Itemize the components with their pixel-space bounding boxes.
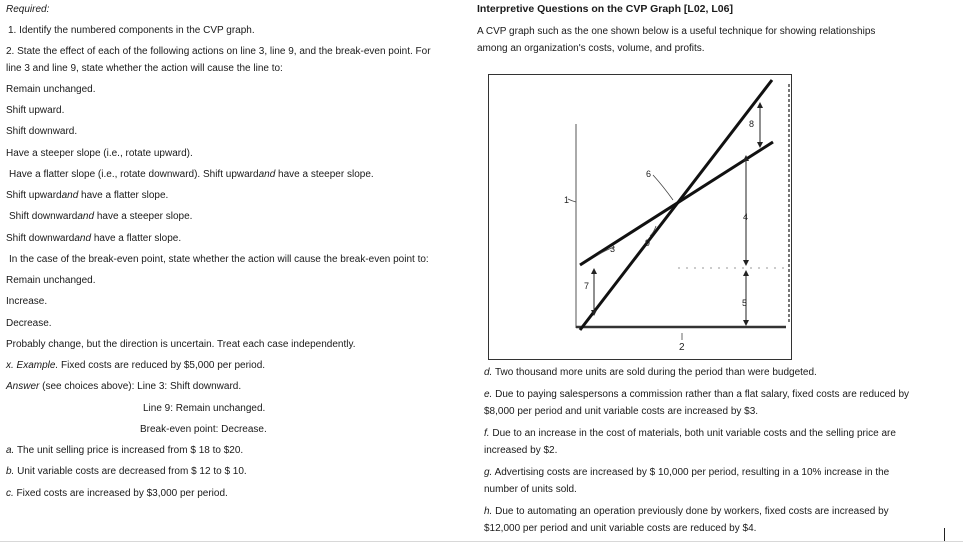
bep-remain-unchanged: Remain unchanged.: [6, 275, 96, 286]
text-cursor: [944, 528, 945, 541]
label-8: 8: [749, 119, 755, 129]
item-a: [6, 444, 243, 457]
bep-decrease: Decrease.: [6, 318, 52, 329]
bep-increase: Increase.: [6, 296, 48, 307]
option-shift-upward: Shift upward.: [6, 105, 65, 116]
item-text: Unit variable costs are decreased from $ 12 to $ 10.: [14, 466, 247, 477]
question-1: 1. Identify the numbered components in the CVP graph.: [8, 25, 255, 36]
item-g-line2: number of units sold.: [484, 484, 577, 495]
label-2: 2: [679, 342, 685, 353]
option-down-steeper: [9, 210, 192, 223]
option-steeper-slope: Have a steeper slope (i.e., rotate upward).: [6, 148, 193, 159]
label-1: 1: [564, 195, 570, 205]
cvp-graph: [488, 74, 792, 360]
answer-bep: Break-even point: Decrease.: [140, 424, 267, 435]
item-f-line1: [484, 427, 896, 440]
item-text: Two thousand more units are sold during the period than were budgeted.: [492, 367, 817, 378]
item-label: g.: [484, 467, 493, 478]
label-7: 7: [584, 281, 590, 291]
example-line: [6, 359, 265, 372]
item-d: [484, 366, 817, 379]
intro-line2: among an organization's costs, volume, and profits.: [477, 43, 705, 54]
answer-line: [6, 380, 241, 393]
option-text: Shift downward: [9, 211, 78, 222]
item-text: Advertising costs are increased by $ 10,000 per period, resulting in a 10% increase in the: [492, 467, 890, 478]
example-label: x. Example.: [6, 360, 59, 371]
item-label: f.: [484, 428, 490, 439]
option-text: Shift upward: [6, 190, 62, 201]
label-9: 9: [645, 238, 651, 248]
item-label: h.: [484, 506, 493, 517]
option-shift-downward: Shift downward.: [6, 126, 78, 137]
option-text: have a flatter slope.: [78, 190, 169, 201]
item-text: Fixed costs are increased by $3,000 per period.: [13, 488, 228, 499]
option-text: have a flatter slope.: [91, 233, 182, 244]
answer-label: Answer: [6, 381, 40, 392]
question-2-line1: 2. State the effect of each of the following actions on line 3, line 9, and the break-even point. For: [6, 46, 431, 57]
required-label: Required:: [6, 4, 50, 15]
option-remain-unchanged: Remain unchanged.: [6, 84, 96, 95]
label-5: 5: [742, 298, 748, 308]
option-flatter-up-steeper: [9, 168, 374, 181]
item-text: The unit selling price is increased from $ 18 to $20.: [14, 445, 244, 456]
item-g-line1: [484, 466, 889, 479]
item-e-line2: $8,000 per period and unit variable costs are increased by $3.: [484, 406, 759, 417]
option-text: have a steeper slope.: [94, 211, 193, 222]
item-b: [6, 465, 247, 478]
and-text: and: [61, 190, 79, 201]
item-label: e.: [484, 389, 493, 400]
item-label: c.: [6, 488, 14, 499]
item-label: d.: [484, 367, 493, 378]
answer-line9: Line 9: Remain unchanged.: [143, 403, 266, 414]
item-e-line1: [484, 388, 909, 401]
question-2-line2: line 3 and line 9, state whether the action will cause the line to:: [6, 63, 283, 74]
label-4: 4: [743, 212, 749, 222]
example-text: Fixed costs are reduced by $5,000 per period.: [58, 360, 266, 371]
bep-intro: In the case of the break-even point, state whether the action will cause the break-even point to:: [9, 254, 429, 265]
item-label: b.: [6, 466, 15, 477]
item-c: [6, 487, 228, 500]
item-text: Due to automating an operation previously done by workers, fixed costs are increased by: [492, 506, 889, 517]
item-text: Due to an increase in the cost of materials, both unit variable costs and the selling price are: [489, 428, 896, 439]
option-text: Have a flatter slope (i.e., rotate downward). Shift upward: [9, 169, 259, 180]
answer-text: (see choices above): Line 3: Shift downward.: [39, 381, 242, 392]
item-h-line1: [484, 505, 889, 518]
and-text: and: [74, 233, 92, 244]
item-label: a.: [6, 445, 15, 456]
item-f-line2: increased by $2.: [484, 445, 558, 456]
item-text: Due to paying salespersons a commission rather than a flat salary, fixed costs are reduced by: [492, 389, 910, 400]
page-title: Interpretive Questions on the CVP Graph [L02, L06]: [477, 3, 733, 15]
and-text: and: [258, 169, 276, 180]
bottom-divider: [0, 541, 963, 542]
item-h-line2: $12,000 per period and unit variable costs are reduced by $4.: [484, 523, 757, 534]
and-text: and: [77, 211, 95, 222]
option-down-flatter: [6, 232, 181, 245]
option-text: Shift downward: [6, 233, 75, 244]
option-text: have a steeper slope.: [275, 169, 374, 180]
intro-line1: A CVP graph such as the one shown below is a useful technique for showing relationships: [477, 26, 876, 37]
option-up-flatter: [6, 189, 168, 202]
probably-change: Probably change, but the direction is uncertain. Treat each case independently.: [6, 339, 356, 350]
label-6: 6: [646, 169, 652, 179]
label-3: 3: [610, 244, 616, 254]
